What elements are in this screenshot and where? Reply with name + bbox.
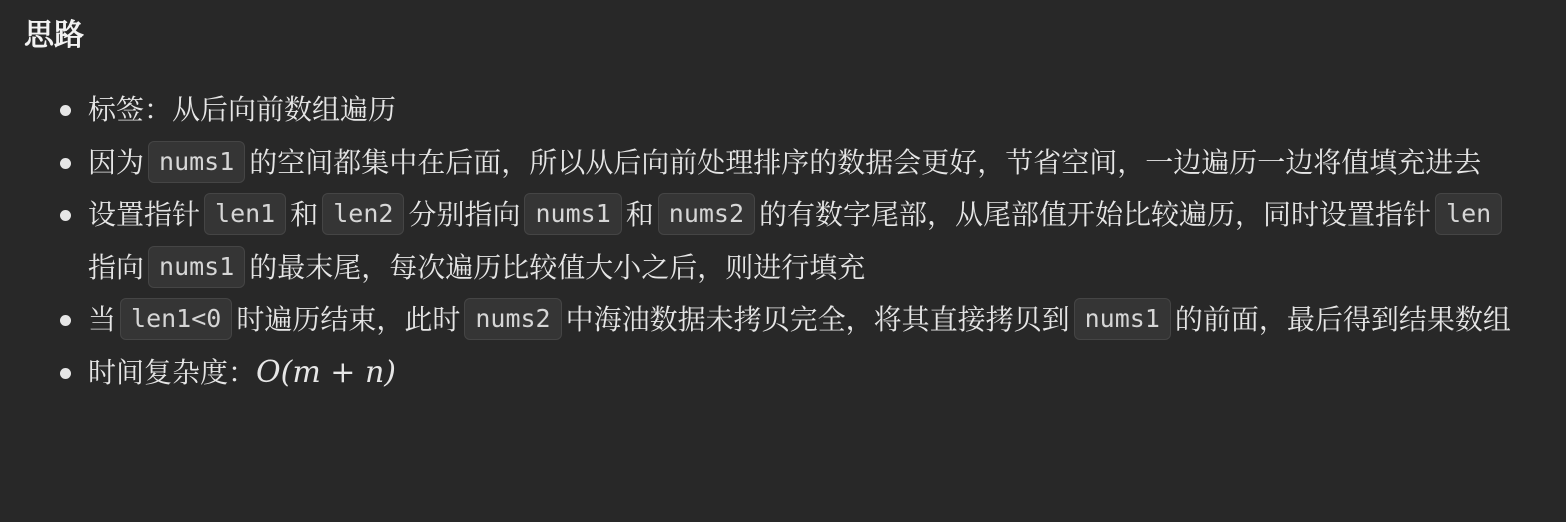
bullet-list	[56, 84, 1530, 399]
bullet-dot-icon	[60, 210, 71, 221]
math-expression: O(m + n)	[256, 354, 396, 390]
inline-code: nums1	[524, 193, 621, 235]
list-item	[56, 347, 1530, 400]
list-item	[56, 84, 1530, 137]
item-text: 和	[625, 198, 654, 231]
item-text: 当	[88, 303, 117, 336]
inline-code: nums2	[658, 193, 755, 235]
inline-code: nums2	[464, 298, 561, 340]
bullet-dot-icon	[60, 105, 71, 116]
item-text: 的前面，最后得到结果数组	[1174, 303, 1511, 336]
list-item	[56, 294, 1530, 347]
inline-code: nums1	[148, 246, 245, 288]
list-item	[56, 189, 1530, 294]
item-text: 分别指向	[408, 198, 521, 231]
item-text: 中海油数据未拷贝完全，将其直接拷贝到	[565, 303, 1070, 336]
bullet-dot-icon	[60, 315, 71, 326]
item-text: 标签：从后向前数组遍历	[88, 93, 397, 126]
inline-code: len1<0	[120, 298, 232, 340]
inline-code: len	[1435, 193, 1502, 235]
bullet-dot-icon	[60, 368, 71, 379]
item-text: 的最末尾，每次遍历比较值大小之后，则进行填充	[249, 250, 866, 284]
inline-code: nums1	[148, 141, 245, 183]
inline-code: nums1	[1074, 298, 1171, 340]
inline-code: len1	[204, 193, 286, 235]
item-text: 和	[290, 198, 319, 231]
list-item	[56, 137, 1530, 190]
bullet-dot-icon	[60, 158, 71, 169]
item-text: 时遍历结束，此时	[236, 303, 461, 336]
item-text: 指向	[88, 250, 145, 284]
item-text: 时间复杂度：	[88, 355, 257, 389]
inline-code: len2	[322, 193, 404, 235]
section-heading: 思路	[24, 18, 84, 53]
item-text: 的有数字尾部，从尾部值开始比较遍历，同时设置指针	[759, 198, 1432, 231]
item-text: 的空间都集中在后面，所以从后向前处理排序的数据会更好，节省空间，一边遍历一边将值填充进去	[249, 145, 1482, 179]
item-text: 因为	[88, 145, 145, 179]
item-text: 设置指针	[88, 198, 201, 231]
